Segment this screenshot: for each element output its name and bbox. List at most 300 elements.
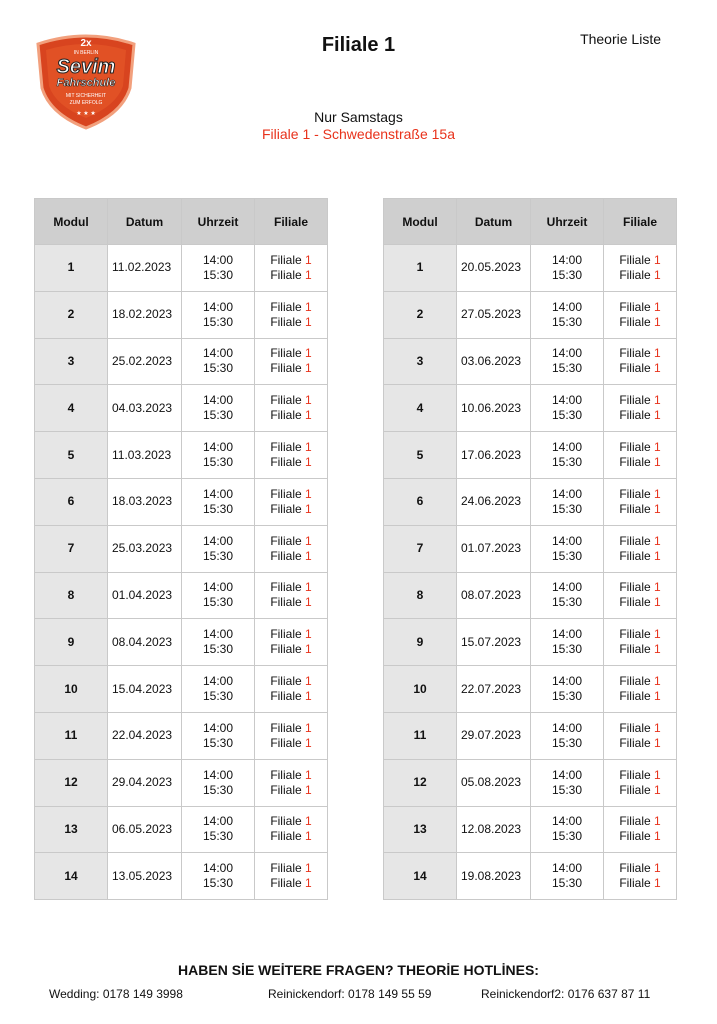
filiale-number: 1 [305,876,312,891]
filiale-word: Filiale [270,486,302,501]
filiale-line [255,861,327,876]
datum-cell: 10.06.2023 [457,385,531,432]
time-end: 15:30 [202,595,234,610]
modul-cell: 14 [35,853,108,900]
time-end: 15:30 [202,408,234,423]
filiale-word: Filiale [619,814,651,829]
filiale-line [604,346,676,361]
hotline-reinickendorf2: Reinickendorf2: 0176 637 87 11 [481,987,651,1001]
filiale-number: 1 [305,735,312,750]
filiale-line [604,829,676,844]
filiale-word: Filiale [270,642,302,657]
filiale-word: Filiale [619,627,651,642]
filiale-word: Filiale [619,314,651,329]
table-row [384,619,677,666]
filiale-word: Filiale [270,314,302,329]
filiale-line [255,487,327,502]
time-end: 15:30 [551,782,583,797]
filiale-line [255,768,327,783]
time-end: 15:30 [202,501,234,516]
filiale-word: Filiale [619,767,651,782]
datum-cell: 20.05.2023 [457,245,531,292]
filiale-line [604,300,676,315]
time-end: 15:30 [551,314,583,329]
table-row [35,806,328,853]
modul-cell: 1 [384,245,457,292]
modul-cell: 2 [384,291,457,338]
filiale-number: 1 [305,252,312,267]
filiale-word: Filiale [619,548,651,563]
time-start: 14:00 [202,346,234,361]
time-end: 15:30 [202,829,234,844]
filiale-word: Filiale [619,876,651,891]
filiale-number: 1 [305,720,312,735]
time-start: 14:00 [551,486,583,501]
filiale-number: 1 [305,533,312,548]
page-title: Filiale 1 [321,34,396,56]
datum-cell: 29.07.2023 [457,712,531,759]
datum-cell: 22.04.2023 [108,712,182,759]
filiale-number: 1 [305,361,312,376]
filiale-number: 1 [305,861,312,876]
datum-cell: 15.07.2023 [457,619,531,666]
filiale-cell [255,478,328,525]
filiale-word: Filiale [619,782,651,797]
filiale-word: Filiale [619,299,651,314]
time-start: 14:00 [202,627,234,642]
table-row [384,572,677,619]
time-end: 15:30 [202,548,234,563]
filiale-number: 1 [654,299,661,314]
table-row [384,432,677,479]
datum-cell: 24.06.2023 [457,478,531,525]
datum-cell: 17.06.2023 [457,432,531,479]
filiale-word: Filiale [270,408,302,423]
filiale-cell [604,806,677,853]
filiale-word: Filiale [270,299,302,314]
modul-cell: 6 [35,478,108,525]
time-start: 14:00 [551,580,583,595]
datum-cell: 15.04.2023 [108,666,182,713]
filiale-cell [255,338,328,385]
filiale-number: 1 [654,346,661,361]
filiale-number: 1 [305,782,312,797]
filiale-number: 1 [305,829,312,844]
filiale-word: Filiale [619,252,651,267]
logo-2x: 2x [80,38,92,49]
time-end: 15:30 [551,501,583,516]
filiale-word: Filiale [619,720,651,735]
time-end: 15:30 [202,314,234,329]
filiale-line [604,487,676,502]
uhrzeit-cell [182,572,255,619]
filiale-cell [604,478,677,525]
filiale-word: Filiale [619,267,651,282]
filiale-line [604,736,676,751]
filiale-number: 1 [654,486,661,501]
datum-cell: 13.05.2023 [108,853,182,900]
time-end: 15:30 [551,642,583,657]
datum-cell: 01.07.2023 [457,525,531,572]
filiale-word: Filiale [270,689,302,704]
time-end: 15:30 [202,455,234,470]
filiale-cell [255,291,328,338]
filiale-number: 1 [654,782,661,797]
datum-cell: 29.04.2023 [108,759,182,806]
modul-cell: 2 [35,291,108,338]
table-row [384,525,677,572]
uhrzeit-cell [182,853,255,900]
filiale-number: 1 [305,408,312,423]
filiale-number: 1 [654,642,661,657]
time-start: 14:00 [202,814,234,829]
filiale-word: Filiale [619,440,651,455]
modul-cell: 4 [35,385,108,432]
time-start: 14:00 [202,767,234,782]
time-end: 15:30 [551,408,583,423]
modul-cell: 13 [384,806,457,853]
filiale-cell [255,385,328,432]
filiale-line [604,315,676,330]
datum-cell: 19.08.2023 [457,853,531,900]
logo-tagline1: MIT SICHERHEIT [65,93,107,99]
filiale-number: 1 [654,627,661,642]
filiale-cell [604,432,677,479]
uhrzeit-cell [182,478,255,525]
filiale-word: Filiale [619,674,651,689]
time-start: 14:00 [551,346,583,361]
datum-cell: 04.03.2023 [108,385,182,432]
datum-cell: 25.03.2023 [108,525,182,572]
datum-cell: 06.05.2023 [108,806,182,853]
filiale-word: Filiale [619,735,651,750]
table-row [35,245,328,292]
uhrzeit-cell [531,806,604,853]
filiale-cell [604,572,677,619]
filiale-number: 1 [305,767,312,782]
filiale-word: Filiale [619,455,651,470]
filiale-word: Filiale [270,580,302,595]
hotline-reinickendorf: Reinickendorf: 0178 149 55 59 [268,987,432,1001]
filiale-cell [255,806,328,853]
col-datum: Datum [457,199,531,245]
filiale-number: 1 [654,533,661,548]
filiale-word: Filiale [619,346,651,361]
time-end: 15:30 [551,735,583,750]
filiale-word: Filiale [270,393,302,408]
uhrzeit-cell [531,572,604,619]
filiale-line [604,768,676,783]
uhrzeit-cell [182,385,255,432]
uhrzeit-cell [182,432,255,479]
filiale-number: 1 [654,252,661,267]
time-start: 14:00 [202,299,234,314]
uhrzeit-cell [531,712,604,759]
filiale-cell [604,338,677,385]
time-end: 15:30 [551,548,583,563]
svg-text:★ ★ ★: ★ ★ ★ [76,111,96,117]
filiale-word: Filiale [619,642,651,657]
filiale-number: 1 [305,299,312,314]
time-start: 14:00 [202,440,234,455]
time-end: 15:30 [202,876,234,891]
modul-cell: 12 [35,759,108,806]
datum-cell: 01.04.2023 [108,572,182,619]
filiale-number: 1 [654,501,661,516]
filiale-number: 1 [305,455,312,470]
table-row [35,666,328,713]
table-row [384,712,677,759]
filiale-line [255,408,327,423]
modul-cell: 3 [384,338,457,385]
time-end: 15:30 [202,361,234,376]
filiale-cell [255,245,328,292]
filiale-line [604,642,676,657]
time-start: 14:00 [551,674,583,689]
filiale-number: 1 [305,314,312,329]
time-start: 14:00 [202,674,234,689]
modul-cell: 9 [384,619,457,666]
table-row [35,338,328,385]
filiale-line [255,393,327,408]
filiale-line [255,502,327,517]
filiale-cell [255,525,328,572]
modul-cell: 13 [35,806,108,853]
filiale-number: 1 [305,580,312,595]
schedule-table-left [34,198,328,900]
logo-small-text: IN BERLIN [73,50,99,56]
time-end: 15:30 [551,689,583,704]
logo-brand: Sevim [56,56,116,78]
modul-cell: 4 [384,385,457,432]
time-start: 14:00 [551,814,583,829]
table-row [384,478,677,525]
filiale-line [604,783,676,798]
filiale-number: 1 [654,455,661,470]
modul-cell: 10 [384,666,457,713]
time-end: 15:30 [202,689,234,704]
filiale-cell [255,712,328,759]
modul-cell: 7 [384,525,457,572]
filiale-number: 1 [305,595,312,610]
table-row [384,759,677,806]
time-end: 15:30 [202,642,234,657]
filiale-word: Filiale [619,408,651,423]
filiale-cell [604,525,677,572]
filiale-number: 1 [654,314,661,329]
filiale-word: Filiale [619,501,651,516]
filiale-line [255,440,327,455]
uhrzeit-cell [531,291,604,338]
filiale-line [604,393,676,408]
uhrzeit-cell [182,619,255,666]
time-start: 14:00 [551,252,583,267]
filiale-number: 1 [654,595,661,610]
modul-cell: 11 [384,712,457,759]
uhrzeit-cell [182,666,255,713]
uhrzeit-cell [531,759,604,806]
filiale-line [255,315,327,330]
datum-cell: 25.02.2023 [108,338,182,385]
table-row [35,478,328,525]
time-end: 15:30 [551,455,583,470]
col-uhrzeit: Uhrzeit [531,199,604,245]
uhrzeit-cell [531,385,604,432]
modul-cell: 3 [35,338,108,385]
uhrzeit-cell [531,338,604,385]
filiale-word: Filiale [270,548,302,563]
filiale-word: Filiale [270,501,302,516]
modul-cell: 1 [35,245,108,292]
table-row [35,853,328,900]
datum-cell: 05.08.2023 [457,759,531,806]
time-end: 15:30 [202,735,234,750]
uhrzeit-cell [531,245,604,292]
filiale-line [255,814,327,829]
filiale-line [255,642,327,657]
filiale-line [255,253,327,268]
uhrzeit-cell [531,853,604,900]
time-start: 14:00 [551,533,583,548]
filiale-word: Filiale [619,361,651,376]
filiale-line [604,595,676,610]
time-start: 14:00 [551,720,583,735]
filiale-number: 1 [654,580,661,595]
time-start: 14:00 [551,299,583,314]
schedule-table-right [383,198,677,900]
filiale-word: Filiale [270,767,302,782]
time-end: 15:30 [551,361,583,376]
time-start: 14:00 [551,627,583,642]
filiale-word: Filiale [270,720,302,735]
filiale-number: 1 [305,548,312,563]
filiale-word: Filiale [619,595,651,610]
filiale-number: 1 [654,548,661,563]
datum-cell: 08.04.2023 [108,619,182,666]
uhrzeit-cell [531,525,604,572]
filiale-line [604,534,676,549]
time-start: 14:00 [202,720,234,735]
filiale-word: Filiale [270,735,302,750]
filiale-word: Filiale [270,782,302,797]
filiale-line [255,268,327,283]
table-row [35,432,328,479]
col-filiale: Filiale [604,199,677,245]
datum-cell: 18.03.2023 [108,478,182,525]
filiale-word: Filiale [619,486,651,501]
time-start: 14:00 [202,580,234,595]
datum-cell: 03.06.2023 [457,338,531,385]
filiale-word: Filiale [270,814,302,829]
filiale-cell [255,432,328,479]
time-end: 15:30 [551,267,583,282]
filiale-cell [604,853,677,900]
filiale-cell [255,853,328,900]
table-row [35,619,328,666]
time-start: 14:00 [202,533,234,548]
filiale-cell [255,619,328,666]
filiale-line [255,580,327,595]
col-filiale: Filiale [255,199,328,245]
col-uhrzeit: Uhrzeit [182,199,255,245]
filiale-number: 1 [654,267,661,282]
modul-cell: 8 [35,572,108,619]
datum-cell: 08.07.2023 [457,572,531,619]
modul-cell: 5 [35,432,108,479]
filiale-word: Filiale [270,829,302,844]
uhrzeit-cell [182,338,255,385]
table-row [35,525,328,572]
uhrzeit-cell [531,666,604,713]
time-start: 14:00 [202,861,234,876]
branch-address: Filiale 1 - Schwedenstraße 15a [262,126,455,142]
uhrzeit-cell [182,806,255,853]
datum-cell: 11.02.2023 [108,245,182,292]
filiale-line [604,627,676,642]
filiale-line [604,361,676,376]
filiale-word: Filiale [270,267,302,282]
filiale-number: 1 [305,346,312,361]
datum-cell: 11.03.2023 [108,432,182,479]
filiale-word: Filiale [619,393,651,408]
filiale-line [255,736,327,751]
filiale-word: Filiale [619,533,651,548]
filiale-line [255,829,327,844]
col-modul: Modul [35,199,108,245]
filiale-line [255,876,327,891]
modul-cell: 9 [35,619,108,666]
table-row [35,572,328,619]
filiale-number: 1 [654,720,661,735]
modul-cell: 11 [35,712,108,759]
schedule-subtitle: Nur Samstags [314,109,403,125]
filiale-number: 1 [305,393,312,408]
filiale-line [604,674,676,689]
filiale-cell [604,385,677,432]
filiale-line [604,876,676,891]
uhrzeit-cell [182,245,255,292]
table-row [384,853,677,900]
time-start: 14:00 [551,767,583,782]
filiale-word: Filiale [270,533,302,548]
filiale-number: 1 [654,861,661,876]
filiale-number: 1 [305,814,312,829]
filiale-word: Filiale [270,440,302,455]
uhrzeit-cell [531,478,604,525]
uhrzeit-cell [182,712,255,759]
filiale-line [604,549,676,564]
filiale-line [604,580,676,595]
time-start: 14:00 [551,393,583,408]
table-row [384,385,677,432]
filiale-line [255,361,327,376]
filiale-number: 1 [654,814,661,829]
filiale-cell [604,759,677,806]
filiale-cell [604,712,677,759]
time-start: 14:00 [202,393,234,408]
filiale-number: 1 [654,829,661,844]
filiale-line [255,627,327,642]
filiale-number: 1 [654,689,661,704]
uhrzeit-cell [182,759,255,806]
filiale-line [604,814,676,829]
filiale-word: Filiale [270,455,302,470]
filiale-cell [604,245,677,292]
filiale-number: 1 [305,627,312,642]
table-row [384,245,677,292]
modul-cell: 10 [35,666,108,713]
filiale-cell [255,572,328,619]
